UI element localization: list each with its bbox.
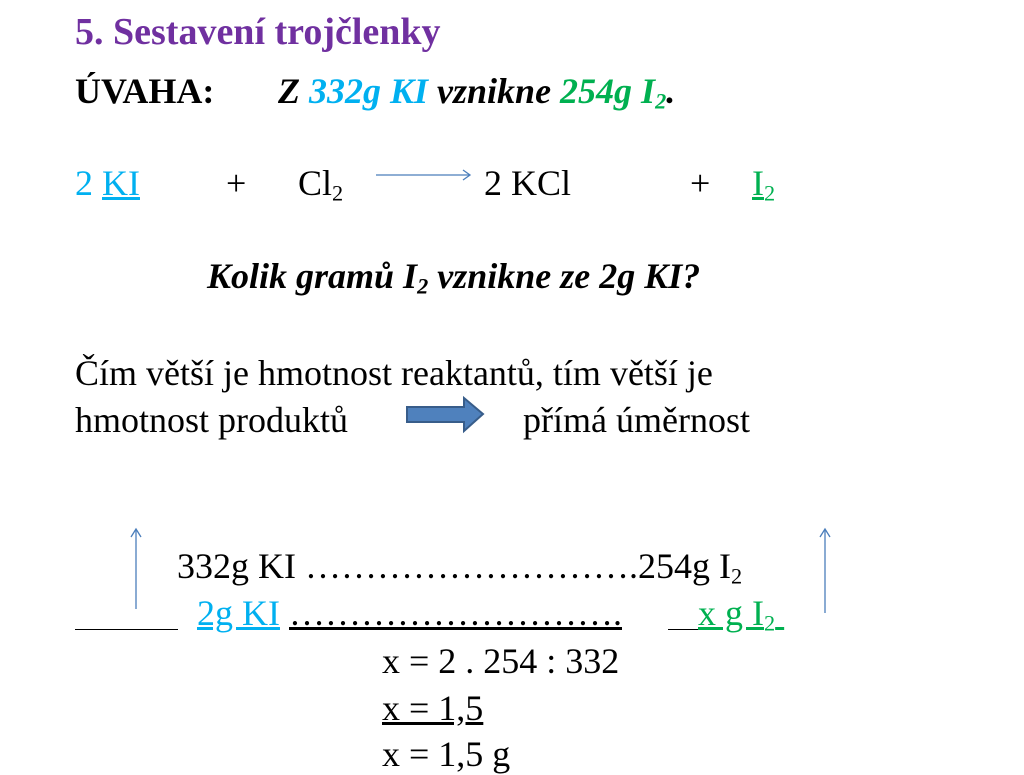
equation-i2: $I_2$ bbox=[752, 163, 776, 206]
proportion-row-2-dots: ………………………. bbox=[289, 593, 622, 633]
reasoning-line-2: hmotnost produktů bbox=[75, 400, 349, 440]
equation-ki-formula: KI bbox=[102, 163, 140, 203]
uvaha-mass-ki: 332g KI bbox=[309, 71, 429, 111]
equation-plus-1: + bbox=[226, 163, 247, 203]
uvaha-vznikne: vznikne bbox=[437, 71, 552, 111]
proportion-row-2-left: 2g KI bbox=[197, 593, 280, 633]
equation-kcl: 2 KCl bbox=[484, 163, 572, 203]
uvaha-period: . bbox=[666, 71, 676, 111]
proportion-row-1-left: 332g KI bbox=[177, 546, 296, 586]
proportion-row-2-right: x g $I_2$ bbox=[698, 593, 776, 636]
uvaha-mass-i2: 254g $I_2$ bbox=[560, 71, 667, 114]
equation-ki bbox=[75, 162, 140, 204]
solution-line-2: x = 1,5 bbox=[382, 688, 484, 728]
block-arrow-icon bbox=[404, 395, 486, 435]
up-arrow-right-icon bbox=[815, 526, 835, 614]
uvaha-z: Z bbox=[278, 71, 300, 111]
solution-line-3: x = 1,5 g bbox=[382, 734, 511, 774]
up-arrow-left-icon bbox=[126, 526, 146, 610]
reaction-arrow bbox=[375, 164, 475, 184]
proportion-row-1-right: 254g $I_2$ bbox=[638, 546, 743, 589]
row-2-underline-gap bbox=[668, 629, 698, 630]
proportion-row-2 bbox=[197, 592, 622, 634]
equation-cl2: $Cl_2$ bbox=[298, 163, 344, 206]
solution-line-1: x = 2 . 254 : 332 bbox=[382, 641, 620, 681]
uvaha-statement bbox=[278, 70, 675, 112]
proportion-row-1-dots: ………………………. bbox=[305, 546, 638, 586]
proportion-row-1 bbox=[177, 545, 742, 587]
equation-coef-ki: 2 bbox=[75, 163, 93, 203]
uvaha-label: ÚVAHA: bbox=[75, 71, 215, 111]
reasoning-line-1: Čím větší je hmotnost reaktantů, tím větší je bbox=[75, 353, 713, 393]
slide-title: 5. Sestavení trojčlenky bbox=[75, 11, 441, 53]
question: Kolik gramů $I_2$ vznikne ze 2g KI? bbox=[207, 256, 701, 299]
reasoning-conclusion: přímá úměrnost bbox=[523, 400, 750, 440]
equation-plus-2: + bbox=[690, 163, 711, 203]
row-2-underline-lead bbox=[75, 629, 178, 630]
